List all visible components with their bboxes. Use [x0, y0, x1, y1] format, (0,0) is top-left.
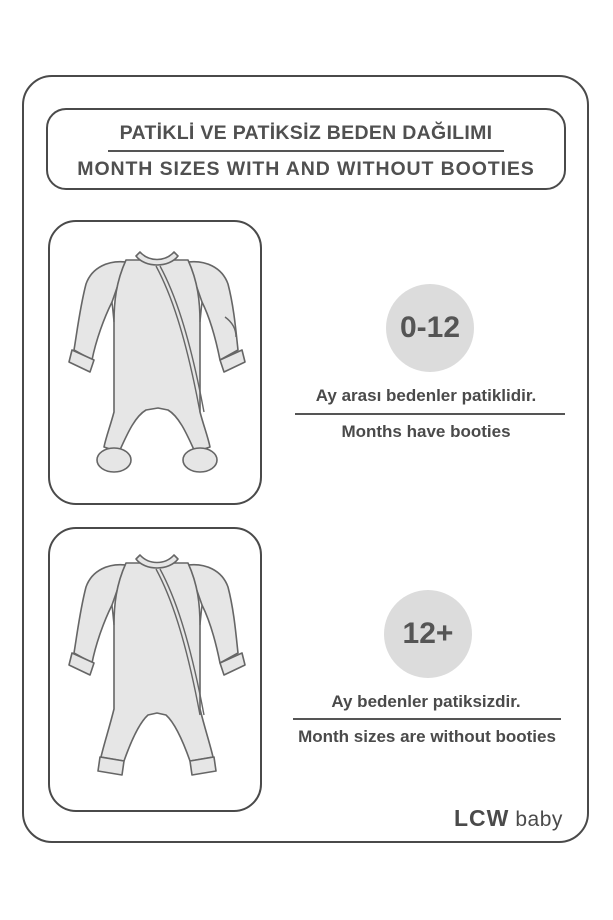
illustration-card-footed — [48, 220, 262, 505]
illustration-card-footless — [48, 527, 262, 812]
section1-text-turkish: Ay arası bedenler patiklidir. — [315, 386, 537, 405]
title-box — [46, 108, 566, 190]
footless-romper-icon — [50, 529, 264, 814]
section1-divider — [295, 413, 565, 415]
footed-romper-icon — [50, 222, 264, 507]
brand-name: LCW — [454, 805, 510, 831]
title-turkish: PATİKLİ VE PATİKSİZ BEDEN DAĞILIMI — [119, 122, 493, 144]
title-divider — [108, 150, 504, 152]
size-badge-0-12: 0-12 — [386, 284, 474, 372]
title-english: MONTH SIZES WITH AND WITHOUT BOOTIES — [77, 158, 535, 180]
brand-sub: baby — [515, 808, 563, 831]
section1-text-english: Months have booties — [341, 422, 511, 441]
section2-divider — [293, 718, 561, 720]
section2-text-english: Month sizes are without booties — [298, 727, 556, 746]
size-badge-12-plus: 12+ — [384, 590, 472, 678]
section2-text-turkish: Ay bedenler patiksizdir. — [331, 692, 521, 711]
brand-logo — [454, 805, 563, 832]
